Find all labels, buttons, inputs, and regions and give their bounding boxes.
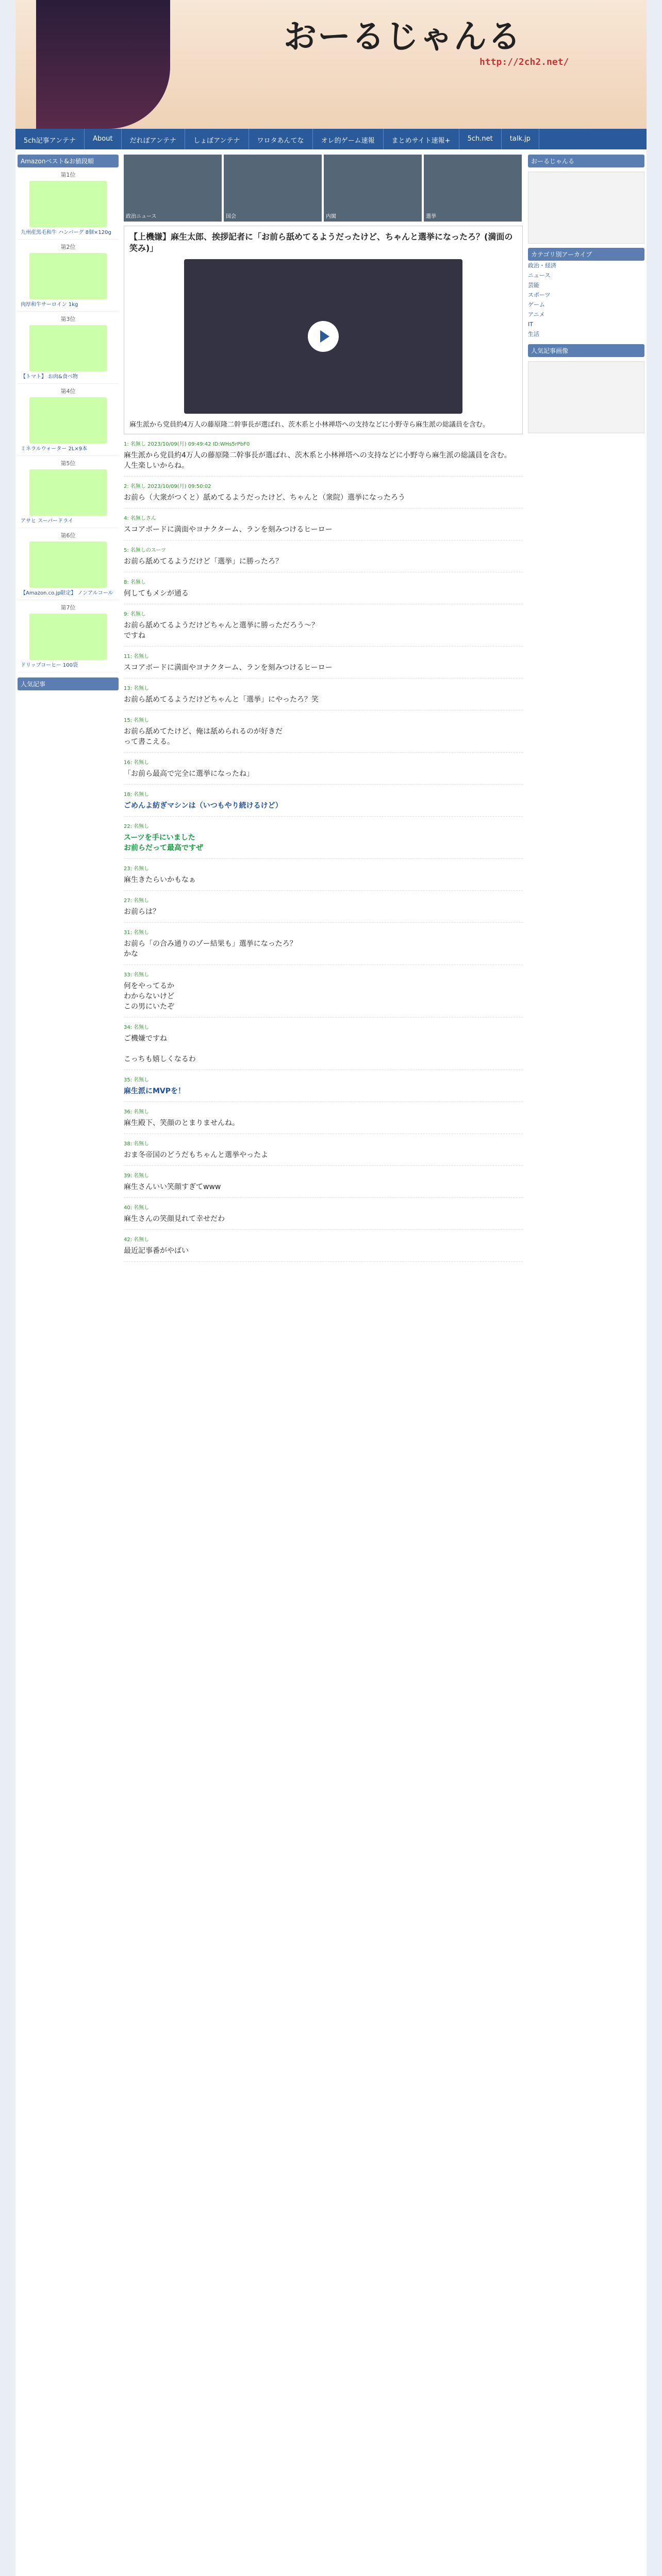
comment-meta: 35: 名無し — [124, 1077, 150, 1083]
ranking-item[interactable] — [18, 167, 119, 240]
comment — [124, 785, 523, 817]
popular-image — [528, 361, 644, 433]
comment — [124, 434, 523, 477]
comment — [124, 923, 523, 965]
comment — [124, 1166, 523, 1198]
product-image[interactable] — [29, 325, 107, 371]
rank-number: 第2位 — [60, 244, 76, 250]
ranking-item[interactable] — [18, 528, 119, 600]
product-title[interactable]: 九州産黒毛和牛 ハンバーグ 8個×120g — [21, 230, 111, 235]
main-content — [124, 155, 523, 2576]
comment-text: お前ら舐めてるようだけど「選挙」に勝ったろ？ — [124, 557, 283, 566]
comment-meta: 38: 名無し — [124, 1141, 150, 1147]
product-title[interactable]: 【Amazon.co.jp限定】 ノンアルコール — [21, 590, 113, 596]
comment — [124, 1230, 523, 1262]
category-link[interactable]: ゲーム — [528, 301, 545, 308]
comment-text: ご機嫌ですね こっちも嬉しくなるわ — [124, 1035, 196, 1063]
featured-thumb[interactable]: 政治ニュース — [124, 155, 222, 222]
featured-thumb[interactable]: 国会 — [224, 155, 322, 222]
comment — [124, 1198, 523, 1230]
ranking-item[interactable] — [18, 240, 119, 312]
category-link[interactable]: 芸能 — [528, 282, 539, 289]
comment-meta: 27: 名無し — [124, 898, 150, 904]
comment-meta: 9: 名無し — [124, 612, 146, 617]
comment — [124, 679, 523, 710]
product-image[interactable] — [29, 469, 107, 516]
comment — [124, 509, 523, 540]
comment-meta: 40: 名無し — [124, 1205, 150, 1211]
comment-text: お前ら舐めてたけど、俺は舐められるのが好きだ って書こえる。 — [124, 727, 283, 746]
comment — [124, 710, 523, 753]
ranking-item[interactable] — [18, 312, 119, 384]
page — [15, 0, 647, 2576]
comment-text: 何してもメシが通る — [124, 589, 189, 598]
category-link[interactable]: 生活 — [528, 331, 539, 337]
ranking-title: Amazonベスト&お値段順 — [18, 155, 119, 167]
header-illustration — [36, 0, 170, 129]
comment-meta: 42: 名無し — [124, 1237, 150, 1243]
comment-list — [124, 434, 523, 1262]
featured-thumb[interactable]: 選挙 — [424, 155, 522, 222]
comment-meta: 23: 名無し — [124, 866, 150, 872]
category-link[interactable]: ニュース — [528, 272, 551, 279]
comment-meta: 18: 名無し — [124, 792, 150, 798]
comment-text: 麻生派にMVPを！ — [124, 1087, 186, 1095]
comment — [124, 753, 523, 785]
nav-item[interactable]: だれぽアンテナ — [122, 129, 185, 149]
about-title: おーるじゃんる — [528, 155, 644, 167]
comment-text: スコアボードに満面やヨナクターム、ランを刻みつけるヒーロー — [124, 526, 333, 534]
comment-meta: 8: 名無し — [124, 580, 146, 585]
comment — [124, 1018, 523, 1070]
comment-meta: 34: 名無し — [124, 1025, 150, 1030]
article-title: 【上機嫌】麻生太郎、挨拶記者に「お前ら舐めてるようだったけど、ちゃんと選挙になったろ？(満面の笑み)」 — [129, 232, 513, 253]
comment-text: 麻生殿下、笑顔のとまりませんね。 — [124, 1119, 239, 1127]
ranking-item[interactable] — [18, 384, 119, 456]
category-link[interactable]: スポーツ — [528, 292, 551, 298]
comment-text: 麻生派から党員約4万人の藤原隆二幹事長が選ばれ、茨木系と小林禅塔への支持などに小野寺ら麻生派の総議員を含む。 人生楽しいからね。 — [124, 451, 511, 470]
site-header — [15, 0, 647, 129]
nav-item[interactable]: talk.jp — [502, 129, 539, 149]
product-image[interactable] — [29, 541, 107, 588]
nav-item[interactable]: しょぼアンテナ — [185, 129, 249, 149]
comment — [124, 891, 523, 923]
comment-meta: 1: 名無し 2023/10/09(月) 09:49:42 ID:WHs5rPbF0 — [124, 442, 250, 447]
featured-thumbs — [124, 155, 523, 222]
nav-item[interactable]: オレ的ゲーム速報 — [313, 129, 384, 149]
article-lead: 麻生派から党員約4万人の藤原隆二幹事長が選ばれ、茨木系と小林禅塔への支持などに小野寺ら麻生派の総議員を含む。 — [129, 421, 490, 429]
featured-thumb[interactable]: 内閣 — [324, 155, 422, 222]
comment-text: お前ら舐めてるようだけどちゃんと「選挙」にやったろ？笑 — [124, 696, 319, 704]
comment-meta: 33: 名無し — [124, 972, 150, 978]
category-link[interactable]: 政治・経済 — [528, 262, 556, 269]
category-title: カテゴリ別アーカイブ — [528, 248, 644, 261]
right-sidebar — [528, 155, 644, 2576]
comment — [124, 1102, 523, 1134]
rank-number: 第7位 — [60, 604, 76, 611]
comment-text: 麻生さんの笑顔見れて幸せだわ — [124, 1215, 225, 1223]
comment-text: 麻生さんいい笑顔すぎてwww — [124, 1183, 221, 1191]
product-title[interactable]: 【トマト】 お肉&食べ物 — [21, 374, 78, 380]
comment-meta: 16: 名無し — [124, 760, 150, 766]
comment-meta: 15: 名無し — [124, 718, 150, 723]
rank-number: 第5位 — [60, 460, 76, 467]
comment-text: 麻生きたらいかもなぁ — [124, 876, 196, 884]
category-link[interactable]: アニメ — [528, 311, 545, 318]
right-popular-title: 人気記事画像 — [528, 344, 644, 357]
article — [124, 226, 523, 434]
comment-text: お前ら（大衆がつくと）舐めてるようだったけど、ちゃんと（衆院）選挙になったろう — [124, 494, 405, 502]
comment-meta: 13: 名無し — [124, 686, 150, 691]
comment-text: 何をやってるか わからないけど この男にいたぞ — [124, 982, 174, 1011]
comment-text: ごめんよ紡ぎマシンは（いつもやり続けるけど） — [124, 802, 283, 810]
comment-text: スコアボードに満面やヨナクターム、ランを刻みつけるヒーロー — [124, 664, 333, 672]
comment — [124, 1070, 523, 1102]
comment-meta: 5: 名無しのスーツ — [124, 548, 167, 553]
comment-meta: 11: 名無し — [124, 654, 150, 659]
comment — [124, 604, 523, 647]
rank-number: 第4位 — [60, 388, 76, 395]
comment-text: 「お前ら最高で完全に選挙になったね」 — [124, 770, 254, 778]
comment-meta: 31: 名無し — [124, 930, 150, 936]
play-icon[interactable] — [308, 321, 339, 352]
category-link[interactable]: IT — [528, 321, 533, 328]
product-image[interactable] — [29, 181, 107, 227]
video-player[interactable] — [184, 259, 462, 414]
product-title[interactable]: ミネラルウォーター 2L×9本 — [21, 446, 88, 452]
product-title[interactable]: ドリップコーヒー 100袋 — [21, 663, 78, 668]
profile-box — [528, 172, 644, 244]
nav-item[interactable]: まとめサイト速報+ — [384, 129, 459, 149]
ranking-item[interactable] — [18, 456, 119, 528]
comment-meta: 36: 名無し — [124, 1109, 150, 1115]
comment-meta: 4: 名無しさん — [124, 516, 156, 521]
nav-item[interactable]: ワロタあんてな — [249, 129, 313, 149]
comment-text: おま冬帝国のどうだもちゃんと選挙やったよ — [124, 1151, 268, 1159]
comment-text: お前らは？ — [124, 908, 160, 916]
product-title[interactable]: 肉厚和牛サーロイン 1kg — [21, 302, 78, 308]
comment-meta: 2: 名無し 2023/10/09(月) 09:50:02 — [124, 484, 211, 489]
product-image[interactable] — [29, 397, 107, 444]
rank-number: 第6位 — [60, 532, 76, 539]
comment-text: 最近記事番がやばい — [124, 1247, 189, 1255]
comment — [124, 817, 523, 859]
product-image[interactable] — [29, 614, 107, 660]
comment-text: お前ら「の合み通りのゾー結果も」選挙になったろ？ かな — [124, 940, 297, 958]
comment — [124, 965, 523, 1018]
product-image[interactable] — [29, 253, 107, 299]
comment — [124, 477, 523, 509]
comment — [124, 647, 523, 679]
nav-item[interactable]: About — [85, 129, 121, 149]
comment — [124, 540, 523, 572]
site-url[interactable]: http://2ch2.net/ — [479, 57, 569, 67]
site-logo[interactable]: おーるじゃんる — [284, 18, 522, 56]
top-nav — [15, 129, 647, 149]
comment-meta: 22: 名無し — [124, 824, 150, 829]
rank-number: 第3位 — [60, 316, 76, 323]
comment-text: スーツを手にいました お前らだって最高ですぜ — [124, 834, 203, 852]
ranking-item[interactable] — [18, 600, 119, 672]
nav-item[interactable]: 5ch.net — [459, 129, 502, 149]
product-title[interactable]: アサヒ スーパードライ — [21, 518, 73, 524]
comment — [124, 572, 523, 604]
rank-number: 第1位 — [60, 172, 76, 178]
comment — [124, 859, 523, 891]
nav-item[interactable]: 5ch記事アンテナ — [15, 129, 85, 149]
popular-title: 人気記事 — [18, 677, 119, 690]
left-sidebar — [18, 155, 119, 2576]
comment-meta: 39: 名無し — [124, 1173, 150, 1179]
comment — [124, 1134, 523, 1166]
comment-text: お前ら舐めてるようだけどちゃんと選挙に勝っただろう〜？ ですね — [124, 621, 319, 640]
